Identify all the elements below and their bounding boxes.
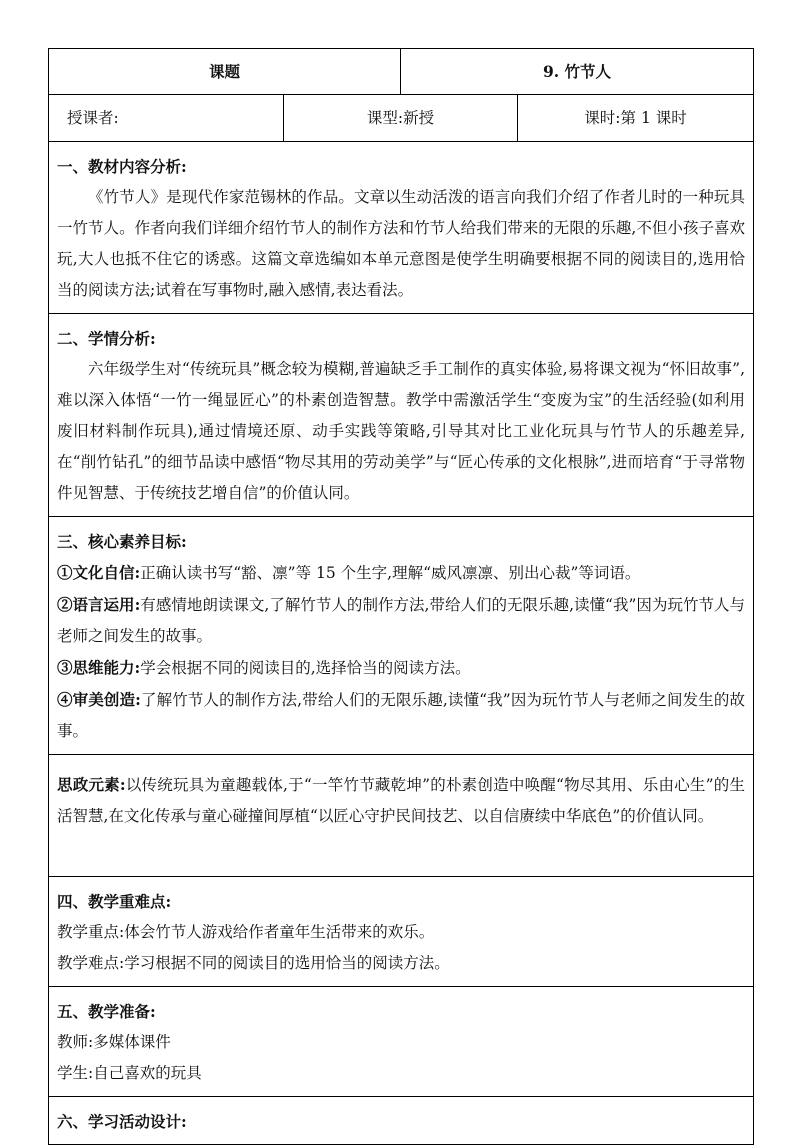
teacher-prep: 教师:多媒体课件: [57, 1033, 171, 1051]
goal-label: ①文化自信:: [57, 563, 141, 582]
section-title: 三、核心素养目标:: [57, 532, 187, 551]
goal-text: 正确认读书写“豁、凛”等 15 个生字,理解“威风凛凛、别出心裁”等词语。: [140, 564, 641, 582]
section-material-analysis: [49, 142, 754, 314]
goal-label: ②语言运用:: [57, 595, 141, 614]
section-title: 二、学情分析:: [57, 329, 156, 348]
section-title: 四、教学重难点:: [57, 892, 172, 911]
ideology-text: 以传统玩具为童趣载体,于“一竿竹节藏乾坤”的朴素创造中唤醒“物尽其用、乐由心生”的生活智慧,在文化传承与童心碰撞间厚植“以匠心守护民间技艺、以自信赓续中华底色”的价值认同。: [57, 776, 746, 825]
section-body: 六年级学生对“传统玩具”概念较为模糊,普遍缺乏手工制作的真实体验,易将课文视为“怀旧故事”,难以深入体悟“一竹一绳显匠心”的朴素创造智慧。教学中需激活学生“变废为宝”的生活经验(如利用废旧材料制作玩具),通过情境还原、动手实践等策略,引导其对比工业化玩具与竹节人的乐趣差异,在“削竹钻孔”的细节品读中感悟“物尽其用的劳动美学”与“匠心传承的文化根脉”,进而培育“于寻常物件见智慧、于传统技艺增自信”的价值认同。: [57, 360, 746, 502]
ideology-label: 思政元素:: [57, 775, 126, 794]
section-activity-design: [49, 1097, 754, 1145]
lesson-time-cell: 课时:第 1 课时: [518, 95, 754, 142]
section-title: 五、教学准备:: [57, 1002, 156, 1021]
ideology-paragraph: [57, 769, 745, 832]
section-title: 六、学习活动设计:: [57, 1112, 187, 1131]
section-student-analysis: [49, 314, 754, 517]
section-key-difficult: [49, 877, 754, 987]
section-body: 《竹节人》是现代作家范锡林的作品。文章以生动活泼的语言向我们介绍了作者儿时的一种玩具一竹节人。作者向我们详细介绍竹节人的制作方法和竹节人给我们带来的无限的乐趣,不但小孩子喜欢玩,大人也抵不住它的诱惑。这篇文章选编如本单元意图是使学生明确要根据不同的阅读目的,选用恰当的阅读方法;试着在写事物时,融入感情,表达看法。: [57, 188, 746, 299]
student-prep: 学生:自己喜欢的玩具: [57, 1064, 202, 1082]
section-ideology: [49, 755, 754, 877]
goal-item: [57, 652, 745, 684]
goal-text: 有感情地朗读课文,了解竹节人的制作方法,带给人们的无限乐趣,读懂“我”因为玩竹节人与老师之间发生的故事。: [57, 596, 746, 645]
section-core-goals: [49, 517, 754, 755]
goal-item: [57, 589, 745, 652]
goal-label: ④审美创造:: [57, 690, 141, 709]
lesson-plan-table: [48, 48, 754, 1145]
difficult-point: 教学难点:学习根据不同的阅读目的选用恰当的阅读方法。: [57, 954, 450, 972]
section-title: 一、教材内容分析:: [57, 157, 187, 176]
meta-row: [49, 95, 754, 142]
topic-label: 课题: [49, 49, 401, 95]
section-preparation: [49, 987, 754, 1097]
lesson-plan-page: [48, 48, 753, 1145]
goal-text: 学会根据不同的阅读目的,选择恰当的阅读方法。: [140, 659, 471, 677]
lesson-type-cell: 课型:新授: [284, 95, 518, 142]
goal-item: [57, 684, 745, 747]
goal-item: [57, 557, 745, 589]
goal-label: ③思维能力:: [57, 658, 141, 677]
topic-value: 9. 竹节人: [401, 49, 754, 95]
goal-text: 了解竹节人的制作方法,带给人们的无限乐趣,读懂“我”因为玩竹节人与老师之间发生的故事。: [57, 691, 746, 740]
key-point: 教学重点:体会竹节人游戏给作者童年生活带来的欢乐。: [57, 923, 435, 941]
teacher-cell: 授课者:: [49, 95, 284, 142]
title-row: [49, 49, 754, 95]
